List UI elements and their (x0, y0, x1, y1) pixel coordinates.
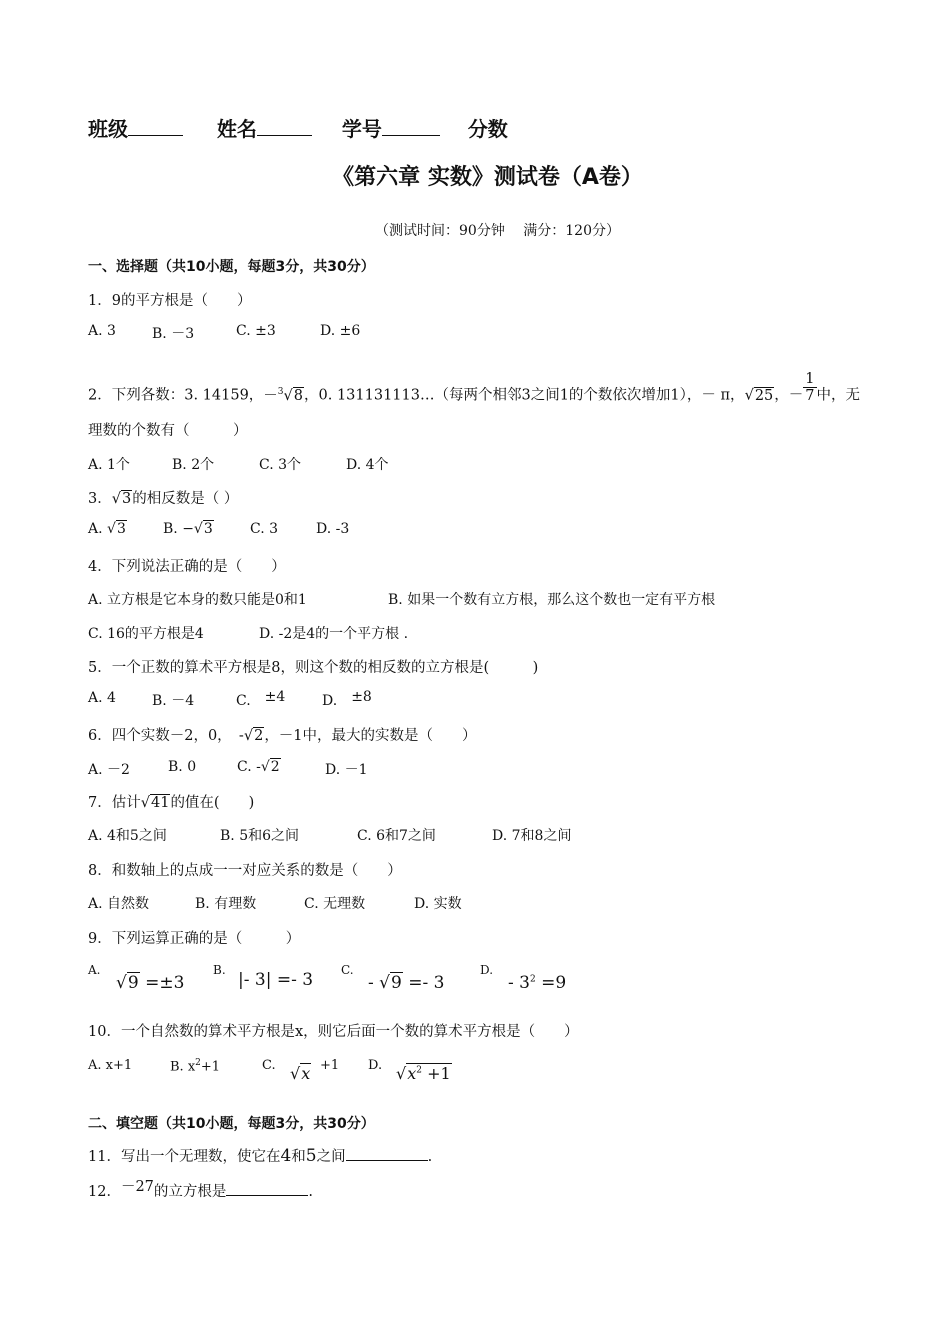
q10-option-b-exponent: 2 (195, 1058, 201, 1068)
q5-option-b: B. －4 (152, 693, 195, 709)
score-label: 分数 (467, 117, 508, 141)
q1-option-c: C. ±3 (236, 323, 276, 339)
q10-option-d: $√x^2 +1$ (396, 1064, 451, 1083)
q2-sqrt-radicand: 25 (754, 387, 774, 404)
q5-option-d-value: ±8 (351, 689, 372, 705)
q3-stem-part-b: 的相反数是（ ） (132, 491, 239, 507)
q3-option-b-radicand: 3 (203, 521, 213, 537)
q9-option-d-label: D. (480, 963, 494, 977)
test-info: （测试时间：90分钟 满分：120分） (375, 223, 620, 239)
class-blank[interactable] (128, 117, 183, 136)
q6-option-c-radicand: 2 (270, 759, 280, 775)
q9-option-c: - √9 =- 3 (368, 973, 445, 993)
q8-option-d: D. 实数 (414, 896, 462, 912)
q5-option-c-label: C. (236, 693, 251, 709)
q8-stem: 8．和数轴上的点成一一对应关系的数是（ ） (88, 863, 402, 879)
q4-option-a: A. 立方根是它本身的数只能是0和1 (88, 592, 307, 608)
q5-option-c-value: ±4 (264, 689, 286, 705)
q9-option-b-rest: =- 3 (276, 970, 314, 990)
q3-option-a-label: A. (88, 521, 103, 537)
class-label: 班级 (88, 117, 128, 141)
q10-option-d-rest: +1 (427, 1064, 451, 1083)
q3-option-b-label: B. − (163, 521, 194, 537)
q6-option-d: D. －1 (325, 762, 368, 778)
q11-and: 和 (291, 1149, 306, 1165)
q6-stem-part-a: 6．四个实数－2，0， - (88, 728, 244, 744)
q12-stem (88, 1180, 313, 1201)
q5-stem: 5．一个正数的算术平方根是8，则这个数的相反数的立方根是( ) (88, 660, 539, 676)
q10-option-c-radicand: x (301, 1064, 311, 1083)
q8-option-b: B. 有理数 (195, 896, 257, 912)
q6-option-c: C. -√2 (237, 759, 280, 775)
q12-value: －27 (120, 1179, 154, 1195)
q1-option-b: B. －3 (152, 326, 195, 342)
q3-option-c: C. 3 (250, 521, 279, 537)
q8-option-a: A. 自然数 (88, 896, 150, 912)
q5-option-d-label: D. (322, 693, 338, 709)
q4-option-c: C. 16的平方根是4 (88, 626, 204, 642)
q2-frac-num: 1 (805, 371, 815, 387)
q2-stem-part-a: 2．下列各数：3. 14159， (88, 387, 264, 404)
q6-stem: 6．四个实数－2，0， -√2，－1中，最大的实数是（ ） (88, 728, 477, 744)
q2-stem (88, 371, 860, 412)
q7-stem-part-a: 7．估计 (88, 795, 141, 811)
q8-option-c: C. 无理数 (304, 896, 366, 912)
q2-cbrt-radicand: 8 (293, 387, 304, 404)
q11-number-5: 5 (305, 1146, 317, 1166)
q9-option-d (508, 973, 566, 993)
q3-option-a: A. √3 (88, 521, 126, 537)
q5-option-c (236, 690, 285, 710)
q9-option-b-label: B. (213, 963, 226, 977)
q3-option-d: D. -3 (316, 521, 350, 537)
q3-option-a-radicand: 3 (116, 521, 126, 537)
q2-stem-part-c: ， (774, 387, 789, 404)
q11-stem-part-a: 11．写出一个无理数，使它在 (88, 1149, 281, 1165)
q1-stem: 1．9的平方根是（ ） (88, 293, 252, 309)
q4-stem: 4．下列说法正确的是（ ） (88, 559, 286, 575)
q11-end: . (427, 1149, 433, 1165)
q9-option-c-label: C. (341, 963, 354, 977)
q10-option-d-label: D. (368, 1058, 383, 1073)
q6-radicand: 2 (254, 728, 264, 744)
q11-stem (88, 1145, 432, 1166)
q3-option-b: B. −√3 (163, 521, 213, 537)
q3-sqrt: √3 (111, 491, 132, 507)
q2-frac-sign: － (788, 387, 804, 404)
q9-stem: 9．下列运算正确的是（ ） (88, 931, 301, 947)
id-label: 学号 (341, 117, 382, 141)
q2-option-b: B. 2个 (172, 457, 215, 473)
q10-option-d-radicand-wrap (406, 1063, 451, 1083)
q7-option-a: A. 4和5之间 (88, 828, 167, 844)
q11-number-4: 4 (280, 1146, 292, 1166)
q7-option-d: D. 7和8之间 (492, 828, 572, 844)
q10-option-d-exponent: 2 (416, 1065, 422, 1076)
q12-stem-part-a: 12． (88, 1184, 121, 1200)
q3-radicand: 3 (121, 491, 132, 507)
section-1-heading: 一、选择题（共10小题，每题3分，共30分） (88, 259, 375, 275)
q2-cbrt-sign: － (263, 387, 278, 404)
name-label: 姓名 (216, 117, 257, 141)
q6-option-a: A. －2 (88, 762, 130, 778)
q9-option-d-exponent: 2 (529, 974, 536, 985)
q11-stem-part-b: 之间 (316, 1149, 346, 1165)
q2-option-a: A. 1个 (88, 457, 130, 473)
q11-answer-blank[interactable] (346, 1146, 428, 1161)
q6-option-b: B. 0 (168, 759, 197, 775)
q9-option-c-radicand: 9 (391, 973, 402, 993)
q9-option-a-label: A. (88, 963, 101, 977)
q2-cbrt-index: 3 (277, 386, 284, 397)
q10-option-b-label: B. x (170, 1059, 196, 1075)
q5-option-d (322, 690, 372, 710)
q7-stem: 7．估计√41的值在( ) (88, 795, 255, 811)
q9-option-b-inner: - 3 (243, 970, 266, 990)
q3-stem-part-a: 3． (88, 491, 112, 507)
section-2-heading: 二、填空题（共10小题，每题3分，共30分） (88, 1116, 375, 1132)
q9-option-d-prefix: - 3 (508, 973, 530, 993)
student-info-header (88, 113, 508, 142)
q12-answer-blank[interactable] (226, 1181, 308, 1196)
q2-frac-den: 7 (805, 388, 815, 404)
q10-option-b-rest: +1 (200, 1059, 221, 1075)
q4-option-b: B. 如果一个数有立方根，那么这个数也一定有平方根 (388, 592, 716, 608)
q9-option-c-prefix: - (368, 973, 380, 993)
q2-stem-part-b: ，0. 131131113…（每两个相邻3之间1的个数依次增加1），－ π， (304, 387, 745, 404)
q5-option-a: A. 4 (88, 690, 116, 706)
q10-option-b (170, 1058, 220, 1074)
q7-radicand: 41 (150, 795, 170, 811)
id-blank[interactable] (382, 117, 440, 136)
q3-stem (88, 487, 238, 508)
q10-option-d-radicand: x (407, 1064, 417, 1083)
q10-option-a: A. x+1 (88, 1058, 133, 1073)
q9-option-b: |- 3| =- 3 (238, 970, 314, 990)
q2-sqrt: √25 (744, 387, 774, 404)
q1-option-a: A. 3 (88, 323, 116, 339)
q2-stem-line2: 理数的个数有（ ） (88, 423, 248, 439)
q9-option-c-rest: =- 3 (408, 973, 445, 993)
q6-option-c-label: C. - (237, 759, 261, 775)
q2-cbrt: －$^3$√8 (263, 386, 304, 404)
q2-stem-part-d: 中，无 (816, 387, 860, 404)
q12-end: . (308, 1184, 314, 1200)
q9-option-a-rest: =±3 (145, 973, 185, 993)
q7-option-c: C. 6和7之间 (357, 828, 436, 844)
q6-stem-part-b: ，－1中，最大的实数是（ ） (264, 728, 477, 744)
q9-option-d-rest: =9 (541, 973, 567, 993)
q1-option-d: D. ±6 (320, 323, 361, 339)
q10-option-c-label: C. (262, 1058, 276, 1073)
name-blank[interactable] (257, 117, 312, 136)
q10-option-c-rest: +1 (320, 1058, 340, 1073)
q2-option-d: D. 4个 (346, 457, 389, 473)
q2-fraction (803, 371, 816, 404)
q2-option-c: C. 3个 (259, 457, 302, 473)
q9-option-a-radicand: 9 (127, 973, 139, 993)
q12-stem-part-b: 的立方根是 (153, 1184, 227, 1200)
q4-option-d: D. -2是4的一个平方根 . (259, 626, 409, 642)
q7-option-b: B. 5和6之间 (220, 828, 300, 844)
q10-option-c: √x (290, 1064, 311, 1083)
q9-option-a: √9 =±3 (116, 973, 185, 993)
q7-stem-part-b: 的值在( ) (170, 795, 255, 811)
q10-stem: 10．一个自然数的算术平方根是x，则它后面一个数的算术平方根是（ ） (88, 1024, 579, 1040)
page-title: 《第六章 实数》测试卷（A卷） (332, 165, 643, 190)
